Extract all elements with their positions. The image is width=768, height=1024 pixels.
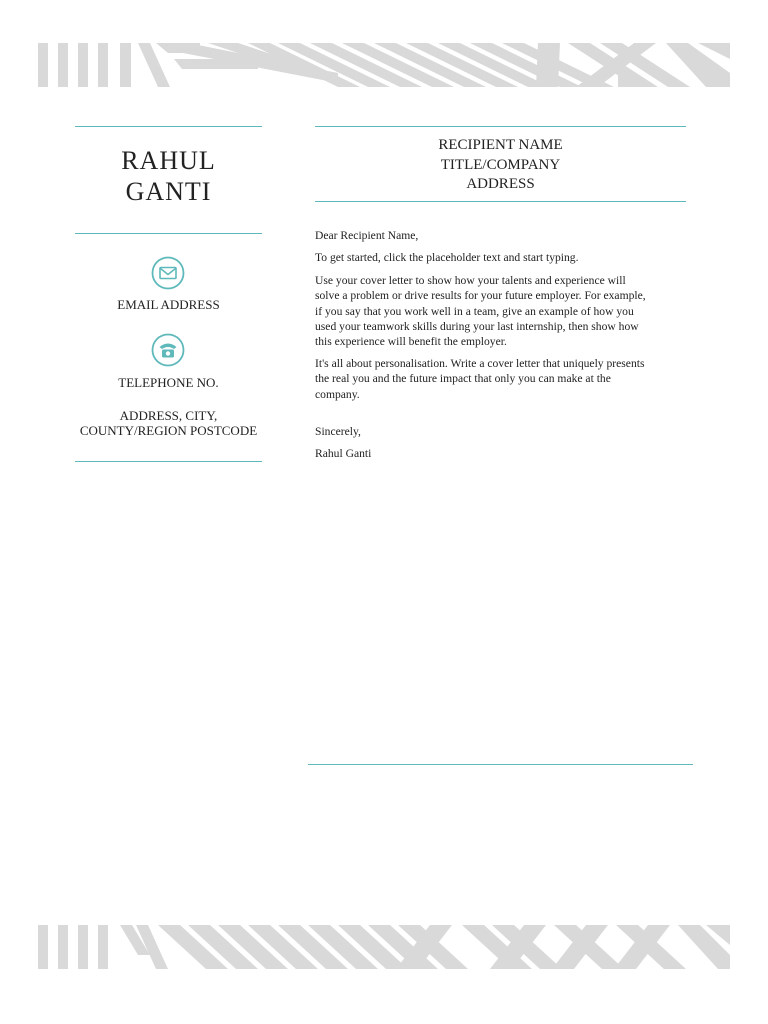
paragraph-line: solve a problem or drive results for your future employer. For example, xyxy=(315,289,646,303)
left-bottom-rule xyxy=(75,461,262,462)
letter-closing: Sincerely, xyxy=(315,425,361,438)
recipient-title-company: TITLE/COMPANY xyxy=(440,156,561,173)
address-line-1: ADDRESS, CITY, xyxy=(119,408,218,423)
envelope-icon xyxy=(151,256,185,290)
sender-first-name: RAHUL xyxy=(121,146,216,175)
paragraph-line: the real you and the future impact that only you can make at the xyxy=(315,372,611,386)
sender-last-name: GANTI xyxy=(125,177,212,206)
recipient-address: ADDRESS xyxy=(466,176,535,192)
telephone-number: TELEPHONE NO. xyxy=(118,375,219,390)
left-name-rule xyxy=(75,233,262,234)
paragraph-line: this experience will benefit the employer. xyxy=(315,335,507,349)
letter-intro: To get started, click the placeholder text and start typing. xyxy=(315,251,579,264)
letter-paragraph-1 xyxy=(315,273,693,349)
recipient-block xyxy=(315,136,686,195)
paragraph-line: used your teamwork skills during your last internship, then show how xyxy=(315,319,639,333)
recipient-name: RECIPIENT NAME xyxy=(438,137,563,153)
sender-name xyxy=(75,145,262,207)
letter-salutation: Dear Recipient Name, xyxy=(315,229,419,242)
address-line-2: COUNTY/REGION POSTCODE xyxy=(79,423,258,438)
recipient-top-rule xyxy=(315,126,686,127)
email-address: EMAIL ADDRESS xyxy=(117,297,220,312)
paragraph-line: if you say that you work well in a team, give an example of how you xyxy=(315,304,634,318)
decorative-stripe-band-top xyxy=(38,43,730,87)
paragraph-line: It's all about personalisation. Write a cover letter that uniquely presents xyxy=(315,357,645,370)
paragraph-line: Use your cover letter to show how your talents and experience will xyxy=(315,274,626,287)
recipient-bottom-rule xyxy=(315,201,686,202)
left-top-rule xyxy=(75,126,262,127)
letter-paragraph-2 xyxy=(315,356,693,402)
telephone-icon xyxy=(151,333,185,367)
letter-signature: Rahul Ganti xyxy=(315,447,372,460)
decorative-stripe-band-bottom xyxy=(38,925,730,969)
paragraph-line: company. xyxy=(315,387,360,401)
letter-bottom-rule xyxy=(308,764,693,765)
